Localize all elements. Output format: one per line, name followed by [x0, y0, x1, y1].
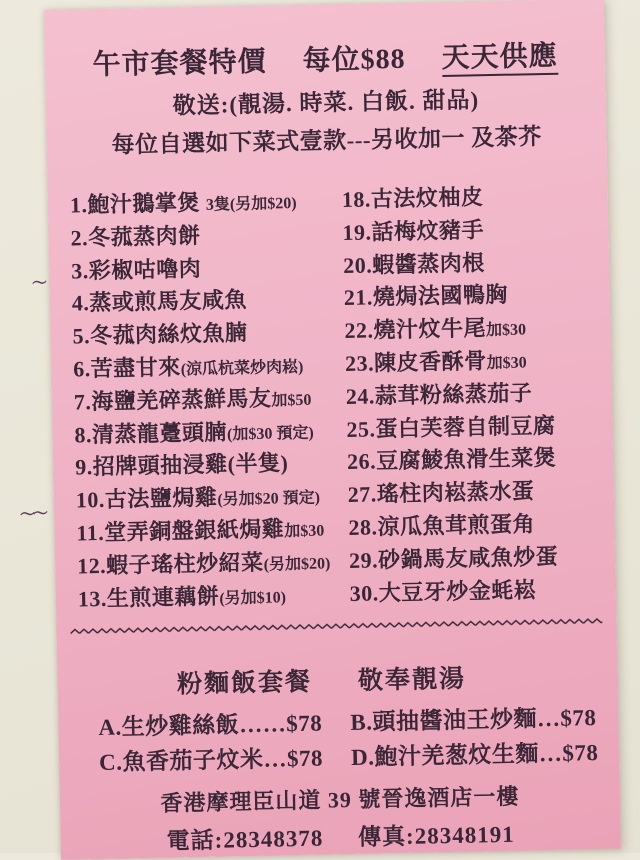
- menu-item: [72, 316, 345, 354]
- menu-item-note: 加$30: [487, 354, 527, 372]
- handwritten-tilde-mark-item5: 〜: [31, 272, 45, 294]
- menu-item: [78, 579, 351, 617]
- menu-item: [346, 409, 613, 447]
- menu-item-note: (另加$20): [264, 555, 331, 573]
- restaurant-address: 香港摩理臣山道 39 號晉逸酒店一樓: [60, 778, 621, 820]
- menu-item-note: 加$30: [284, 522, 324, 540]
- menu-item-text: 9.招牌頭抽浸雞(半隻): [75, 451, 289, 480]
- set-meal-header-title: 粉麵飯套餐: [177, 662, 313, 701]
- selection-note-line: 每位自選如下菜式壹款---另收加一 及茶芥: [46, 117, 607, 161]
- menu-item: [345, 344, 612, 382]
- menu-item: [349, 540, 616, 578]
- menu-daily-availability: 天天供應: [441, 41, 558, 77]
- menu-item-text: 11.堂弄銅盤銀紙焗雞: [76, 516, 284, 545]
- menu-item-text: 19.話梅炆豬手: [342, 217, 484, 245]
- menu-columns: [48, 180, 616, 618]
- menu-item-text: 21.燒焗法國鴨胸: [344, 282, 508, 310]
- menu-item-text: 8.清蒸龍躉頭腩: [74, 419, 227, 447]
- menu-item: [349, 573, 616, 611]
- menu-item: [344, 311, 611, 349]
- menu-item: [348, 508, 615, 546]
- menu-item-text: 26.豆腐鯪魚滑生菜煲: [347, 445, 556, 474]
- set-meal-list: [58, 700, 619, 781]
- menu-item: [347, 442, 614, 480]
- menu-item: [346, 376, 613, 414]
- menu-item-text: 2.冬菰蒸肉餅: [70, 223, 200, 251]
- menu-price: 每位$88: [302, 44, 406, 77]
- set-meal-header-soup: 敬奉靚湯: [358, 659, 467, 697]
- menu-item-text: 12.蝦子瑤柱炒紹菜: [77, 549, 264, 578]
- menu-item-note: (另加$20 預定): [217, 490, 320, 509]
- menu-item: [76, 480, 349, 518]
- menu-item-text: 28.涼瓜魚茸煎蛋角: [348, 511, 535, 540]
- menu-item-text: 30.大豆牙炒金蚝崧: [350, 577, 537, 606]
- menu-paper: [44, 0, 621, 860]
- menu-item: [343, 245, 610, 283]
- menu-item-text: 22.燒汁炆牛尾: [344, 315, 486, 343]
- menu-item-text: 24.蒜茸粉絲蒸茄子: [346, 380, 533, 409]
- menu-item: [73, 349, 346, 387]
- menu-item-text: 6.苦盡甘來: [73, 354, 181, 381]
- menu-item-text: 5.冬菰肉絲炆魚腩: [72, 320, 247, 349]
- menu-item-text: 27.瑤柱肉崧蒸水蛋: [348, 478, 535, 507]
- menu-item: [347, 475, 614, 513]
- menu-item-note: 加$30: [486, 322, 526, 340]
- handwritten-tilde-mark-item13: 〜〜: [19, 502, 46, 525]
- complimentary-items-line: 敬送:(靚湯. 時菜. 白飯. 甜品): [46, 79, 607, 123]
- menu-item-text: 7.海鹽羌碎蒸鮮馬友: [74, 385, 272, 414]
- menu-item-text: 25.蛋白芙蓉自制豆腐: [346, 412, 555, 441]
- menu-item: [344, 278, 611, 316]
- menu-item-note: 3隻(另加$20): [206, 195, 297, 214]
- menu-item-text: 29.砂鍋馬友咸魚炒蛋: [349, 544, 558, 573]
- menu-item-text: 20.蝦醬蒸肉根: [343, 250, 485, 278]
- menu-item: [74, 382, 347, 420]
- menu-column-right: [342, 180, 617, 612]
- menu-item: [77, 546, 350, 584]
- menu-item-text: 18.古法炆柚皮: [342, 184, 484, 212]
- menu-title-row: [44, 0, 605, 84]
- menu-item-text: 3.彩椒咕嚕肉: [71, 255, 201, 283]
- phone-number: 電話:28348378: [166, 826, 323, 854]
- set-meal-item-b: B.頭抽醬油王炒麵…$78: [350, 700, 619, 740]
- menu-item-note: (加$30 預定): [227, 424, 314, 443]
- contact-line: [60, 814, 621, 858]
- menu-item-text: 23.陳皮香酥骨: [345, 348, 487, 376]
- set-meal-item-a: A.生炒雞絲飯……$78: [98, 705, 351, 745]
- menu-item: [71, 251, 344, 289]
- menu-item: [75, 447, 348, 485]
- menu-item-note: 加$50: [271, 391, 311, 409]
- set-meal-item-c: C.魚香茄子炆米…$78: [99, 740, 352, 780]
- menu-item: [342, 180, 609, 218]
- menu-column-left: [70, 185, 351, 617]
- menu-item: [342, 213, 609, 251]
- set-meal-headers: [41, 656, 602, 703]
- menu-item-text: 1.鮑汁鵝掌煲: [70, 190, 206, 218]
- fax-number: 傳真:28348191: [358, 822, 515, 850]
- menu-item-note: (涼瓜杭菜炒肉崧): [181, 359, 304, 378]
- menu-item-text: 4.蒸或煎馬友咸魚: [72, 287, 247, 316]
- set-meal-item-d: D.鮑汁羌葱炆生麵…$78: [351, 735, 620, 775]
- menu-item-note: (另加$10): [219, 589, 286, 607]
- wavy-divider: [56, 616, 616, 637]
- menu-item: [70, 218, 343, 256]
- menu-title: 午市套餐特價: [92, 47, 267, 81]
- menu-item: [76, 513, 349, 551]
- menu-item-text: 10.古法鹽焗雞: [76, 485, 218, 513]
- menu-item: [70, 185, 343, 223]
- menu-item: [74, 415, 347, 453]
- menu-item-text: 13.生煎連藕餅: [78, 583, 220, 611]
- menu-item: [72, 283, 345, 321]
